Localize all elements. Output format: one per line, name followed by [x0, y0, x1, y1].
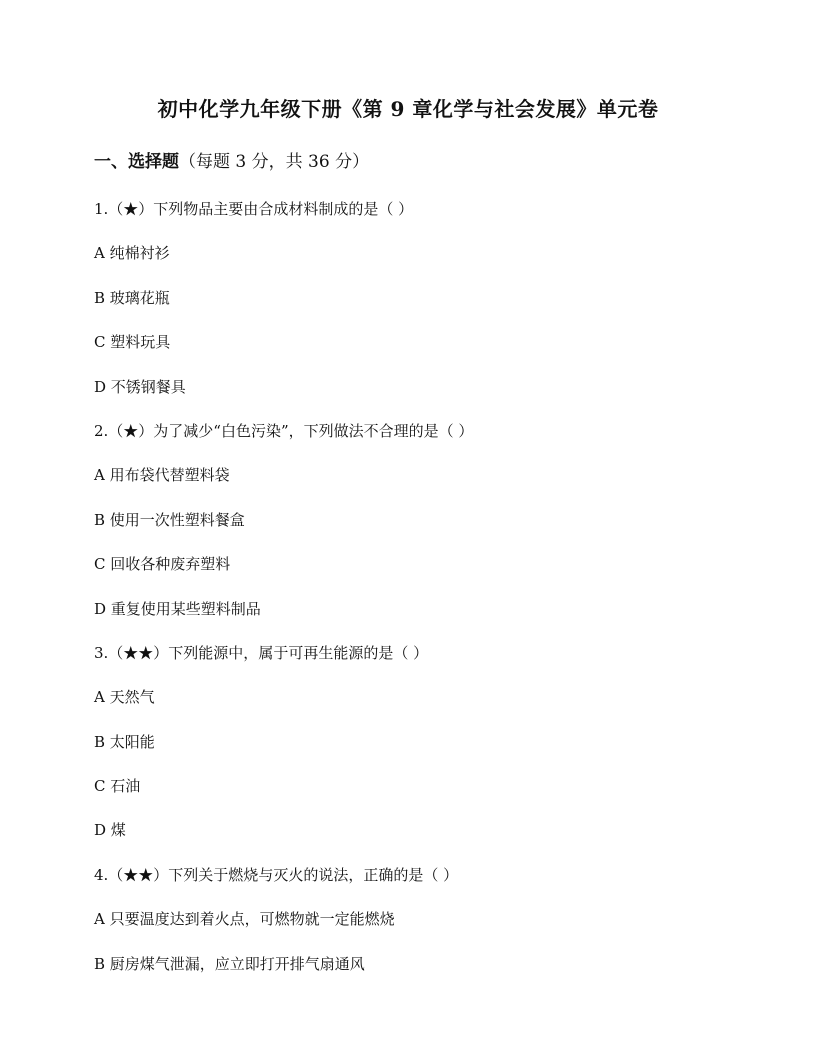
answer-option: A 只要温度达到着火点，可燃物就一定能燃烧 — [94, 910, 395, 929]
question-stem: 1.（★）下列物品主要由合成材料制成的是（ ） — [94, 200, 414, 218]
answer-option: B 厨房煤气泄漏，应立即打开排气扇通风 — [94, 954, 365, 973]
section-score-note: （每题 3 分，共 36 分） — [179, 152, 370, 172]
answer-option: A 纯棉衬衫 — [94, 244, 170, 263]
answer-option: A 天然气 — [94, 688, 155, 707]
answer-option: C 回收各种废弃塑料 — [94, 555, 231, 574]
answer-option: B 玻璃花瓶 — [94, 288, 170, 307]
section-heading-label: 一、选择题 — [94, 152, 179, 172]
answer-option: D 不锈钢餐具 — [94, 377, 186, 396]
answer-option: C 石油 — [94, 777, 141, 796]
question-stem: 4.（★★）下列关于燃烧与灭火的说法，正确的是（ ） — [94, 865, 459, 884]
section-heading — [94, 150, 369, 174]
answer-option: B 太阳能 — [94, 732, 155, 751]
question-stem: 3.（★★）下列能源中，属于可再生能源的是（ ） — [94, 643, 429, 662]
answer-option: B 使用一次性塑料餐盒 — [94, 510, 245, 529]
answer-option: D 重复使用某些塑料制品 — [94, 599, 261, 618]
answer-option: D 煤 — [94, 821, 126, 840]
answer-option: C 塑料玩具 — [94, 333, 171, 352]
answer-option: A 用布袋代替塑料袋 — [94, 466, 230, 485]
question-list — [94, 198, 774, 997]
document-title: 初中化学九年级下册《第 9 章化学与社会发展》单元卷 — [157, 97, 659, 121]
question-stem: 2.（★）为了减少“白色污染”，下列做法不合理的是（ ） — [94, 421, 474, 440]
